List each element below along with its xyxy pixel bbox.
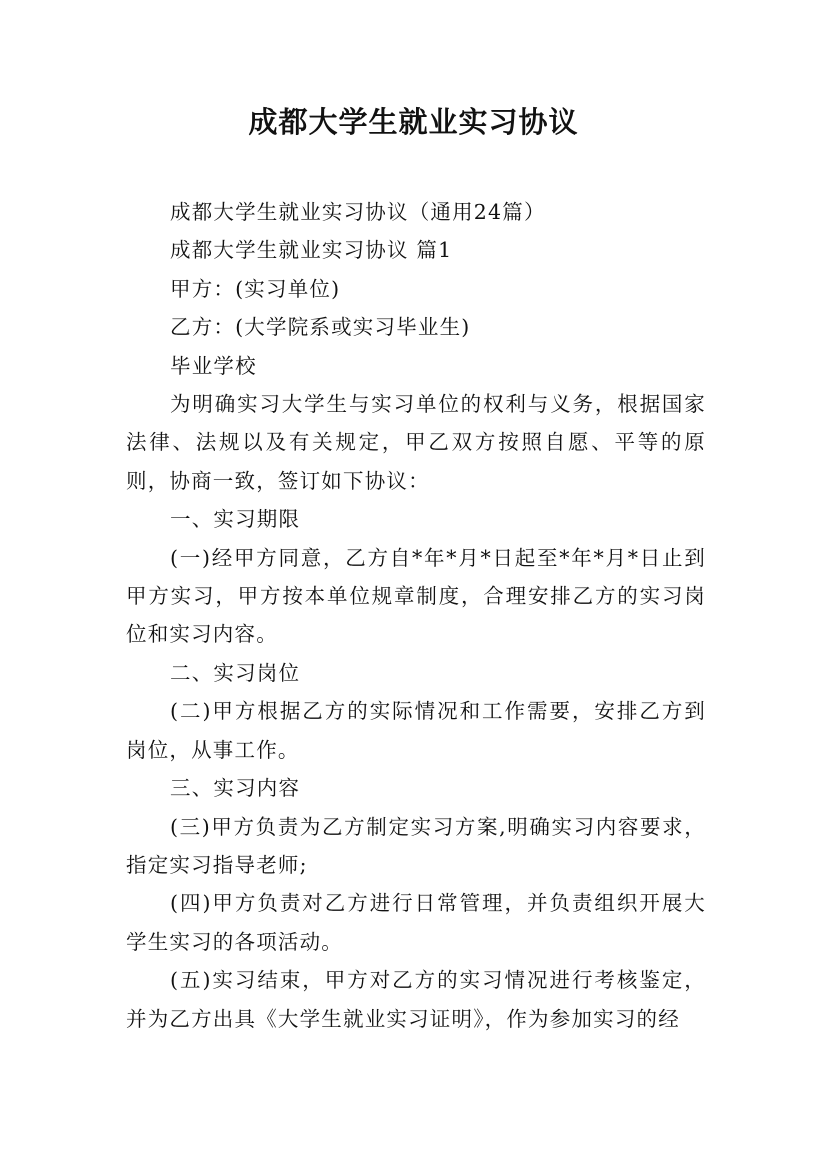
document-body: [126, 193, 706, 1038]
paragraph-preamble: 为明确实习大学生与实习单位的权利与义务，根据国家法律、法规以及有关规定，甲乙双方按照自愿、平等的原则，协商一致，签订如下协议：: [126, 392, 706, 493]
paragraph-subtitle: 成都大学生就业实习协议（通用24篇）: [170, 200, 546, 224]
paragraph-heading-position: 二、实习岗位: [170, 660, 301, 685]
paragraph-clause-2: (二)甲方根据乙方的实际情况和工作需要，安排乙方到岗位，从事工作。: [126, 699, 706, 762]
paragraph-clause-3: (三)甲方负责为乙方制定实习方案,明确实习内容要求，指定实习指导老师;: [126, 814, 706, 877]
paragraph-section-heading: 成都大学生就业实习协议 篇1: [170, 238, 453, 263]
paragraph-clause-4: (四)甲方负责对乙方进行日常管理，并负责组织开展大学生实习的各项活动。: [126, 891, 706, 954]
paragraph-clause-1: (一)经甲方同意，乙方自*年*月*日起至*年*月*日止到甲方实习，甲方按本单位规章制度，合理安排乙方的实习岗位和实习内容。: [126, 545, 706, 647]
paragraph-heading-period: 一、实习期限: [170, 507, 301, 532]
paragraph-party-a: 甲方：(实习单位): [170, 276, 341, 301]
paragraph-heading-content: 三、实习内容: [170, 776, 301, 801]
paragraph-clause-5: (五)实习结束，甲方对乙方的实习情况进行考核鉴定，并为乙方出具《大学生就业实习证明》，作为参加实习的经: [126, 968, 706, 1031]
paragraph-party-b: 乙方：(大学院系或实习毕业生): [170, 315, 471, 340]
document-title: 成都大学生就业实习协议: [248, 105, 579, 139]
paragraph-school: 毕业学校: [170, 353, 257, 378]
